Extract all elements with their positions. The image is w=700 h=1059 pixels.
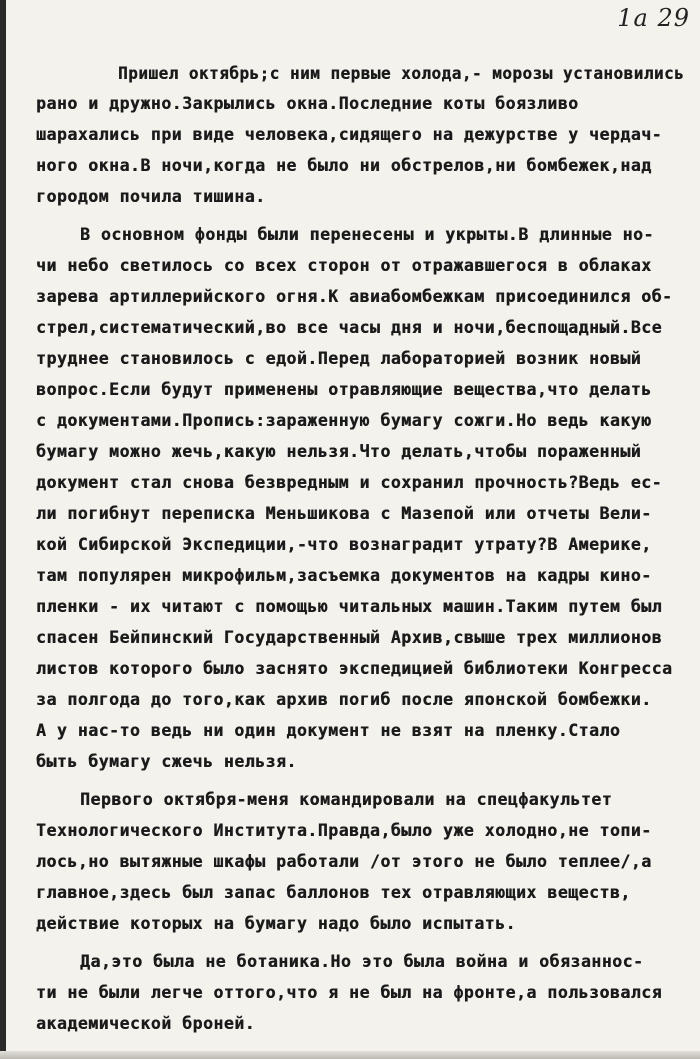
text-line: с документами.Пропись:зараженную бумагу сожги.Но ведь какую [36, 411, 652, 430]
scan-bottom-edge [0, 1051, 700, 1059]
text-line: кой Сибирской Экспедиции,-что вознаградит утрату?В Америке, [36, 535, 652, 554]
text-line: академической броней. [36, 1014, 256, 1033]
text-line: спасен Бейпинский Государственный Архив,свыше трех миллионов [36, 628, 663, 647]
scan-left-edge [0, 0, 6, 1059]
text-line: чи небо светилось со всех сторон от отражавшегося в облаках [36, 256, 652, 275]
text-line: Технологического Института.Правда,было уже холодно,не топи- [36, 821, 652, 840]
text-line: действие которых на бумагу надо было испытать. [36, 914, 516, 933]
text-line: пленки - их читают с помощью читальных машин.Таким путем был [36, 597, 663, 616]
text-line: ли погибнут переписка Меньшикова с Мазепой или отчеты Вели- [36, 504, 652, 523]
text-line: В основном фонды были перенесены и укрыты.В длинные но- [80, 225, 654, 244]
text-line: ного окна.В ночи,когда не было ни обстрелов,ни бомбежек,над [36, 156, 652, 175]
text-line: листов которого было заснято экспедицией библиотеки Конгресса [36, 659, 673, 678]
text-line: за полгода до того,как архив погиб после японской бомбежки. [36, 690, 652, 709]
text-line: быть бумагу сжечь нельзя. [36, 752, 297, 771]
text-line: вопрос.Если будут применены отравляющие вещества,что делать [36, 380, 652, 399]
text-line: стрел,систематический,во все часы дня и ночи,беспощадный.Все [36, 318, 663, 337]
text-line: документ стал снова безвредным и сохранил прочность?Ведь ес- [36, 473, 663, 492]
text-line: А у нас-то ведь ни один документ не взят на пленку.Стало [36, 721, 621, 740]
text-line: Пришел октябрь;с ним первые холода,- морозы установились [118, 64, 685, 83]
text-line: труднее становилось с едой.Перед лабораторией возник новый [36, 349, 642, 368]
page-number: 1a 29 [617, 4, 690, 32]
text-line: лось,но вытяжные шкафы работали /от этого не было теплее/,а [36, 852, 652, 871]
text-line: зарева артиллерийского огня.К авиабомбежкам присоединился об- [36, 287, 673, 306]
text-line: рано и дружно.Закрылись окна.Последние коты боязливо [36, 94, 579, 113]
text-line: Да,это была не ботаника.Но это была война и обязаннос- [80, 952, 644, 971]
text-line: бумагу можно жечь,какую нельзя.Что делать,чтобы пораженный [36, 442, 642, 461]
text-line: там популярен микрофильм,засъемка документов на кадры кино- [36, 566, 652, 585]
text-line: главное,здесь был запас баллонов тех отравляющих веществ, [36, 883, 631, 902]
text-line: ти не были легче оттого,что я не был на фронте,а пользовался [36, 983, 663, 1002]
text-line: городом почила тишина. [36, 187, 266, 206]
text-line: шарахались при виде человека,сидящего на дежурстве у чердач- [36, 125, 663, 144]
text-line: Первого октября-меня командировали на спецфакультет [80, 790, 613, 809]
